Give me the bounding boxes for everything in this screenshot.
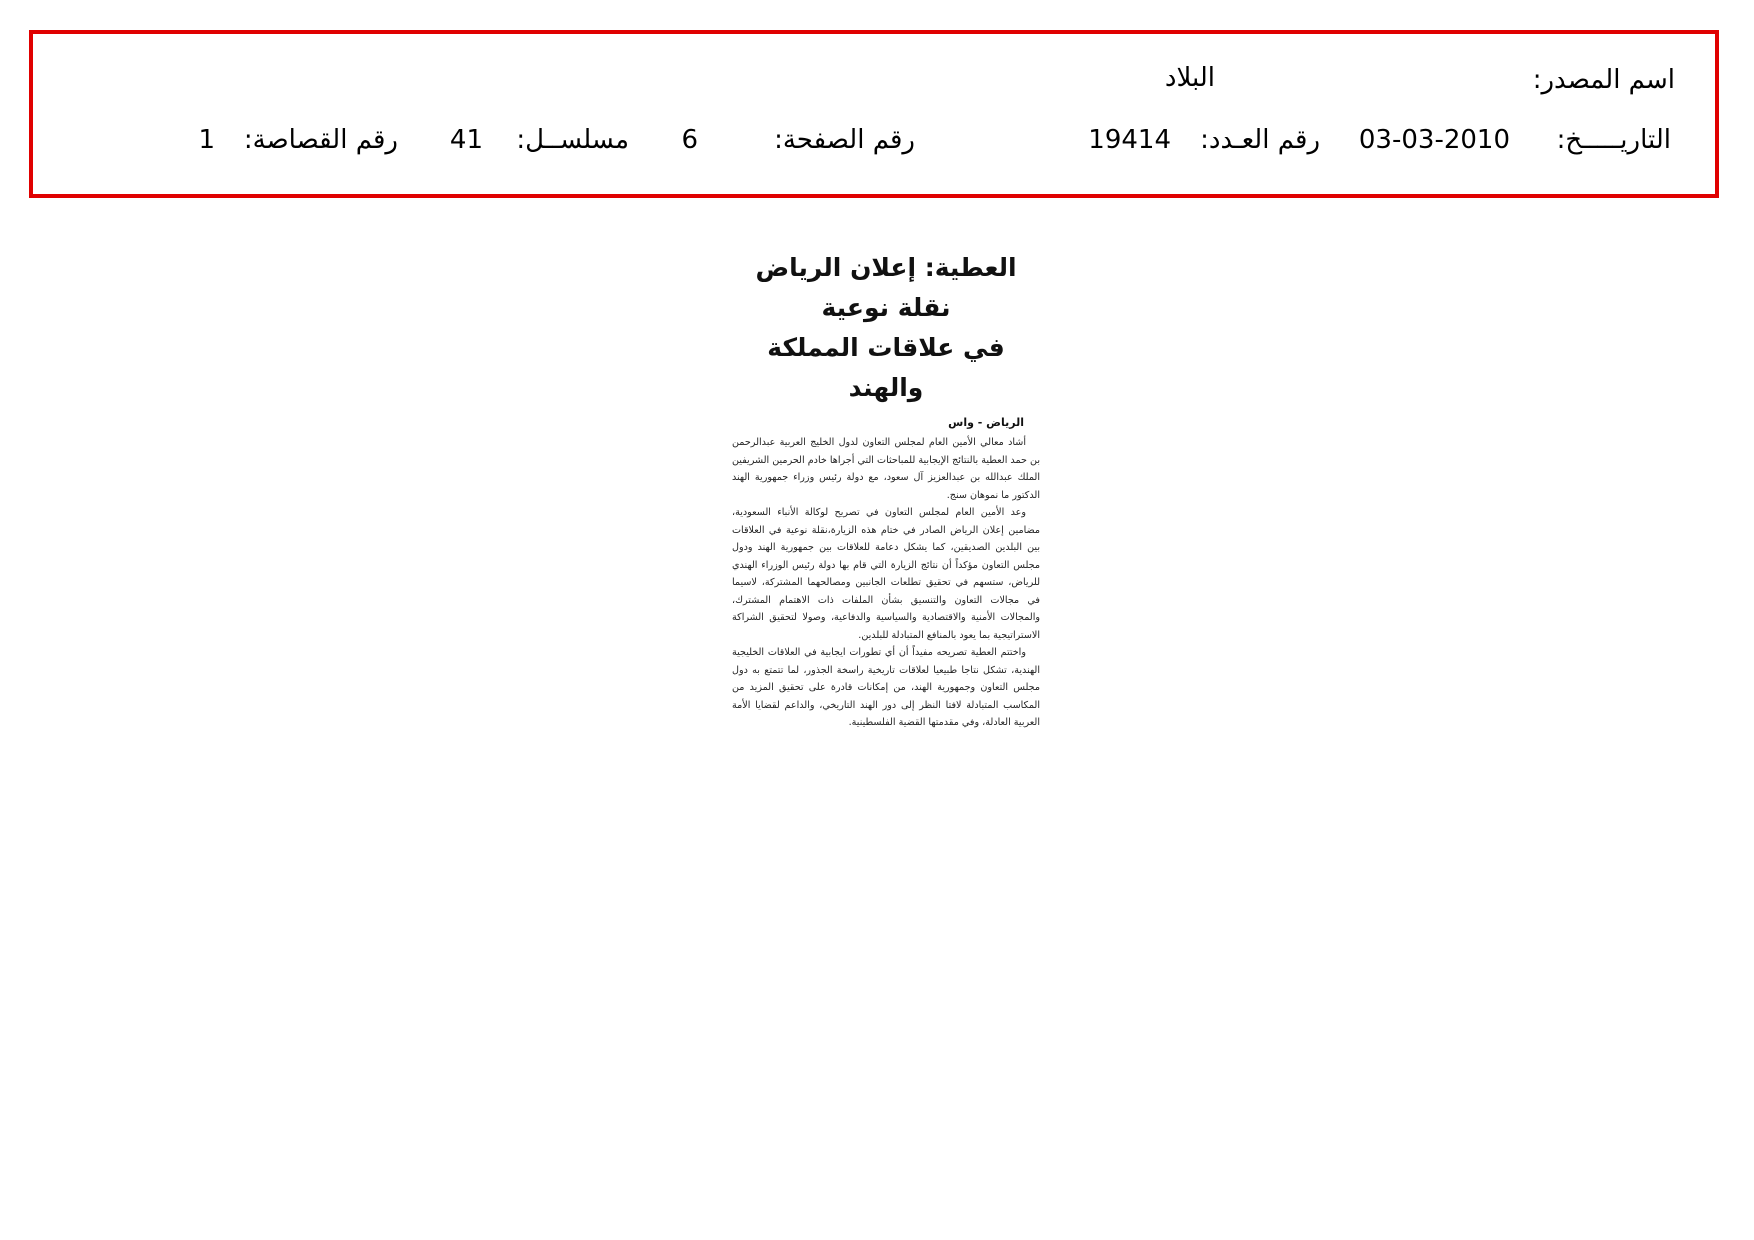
article-paragraph: وعد الأمين العام لمجلس التعاون في تصريح لوكالة الأنباء السعودية، مضامين إعلان الرياض الصادر في ختام هذه الزيارة،نقلة نوعية في العلاقات بين البلدين الصديقين، كما يشكل دعامة للعلاقات بين جمهورية الهند ودول مجلس التعاون مؤكداً أن نتائج الزيارة التي قام بها دولة رئيس الوزراء الهندي للرياض، ستسهم في تحقيق تطلعات الجانبين ومصالحهما المشتركة، لاسيما في مجالات التعاون والتنسيق بشأن الملفات ذات الاهتمام المشترك، والمجالات الأمنية والاقتصادية والسياسية والدفاعية، وصولا لتحقيق الشراكة الاستراتيجية بما يعود بالمنافع المتبادلة للبلدين.: [732, 507, 1040, 641]
header-frame: [29, 30, 1719, 198]
serial-value: 41: [449, 125, 483, 155]
headline-line-1: العطية: إعلان الرياض نقلة نوعية: [755, 253, 1017, 322]
date-label: التاريـــــخ:: [1556, 125, 1671, 155]
news-clipping: [732, 248, 1040, 728]
article-paragraph: واختتم العطية تصريحه مفيداً أن أي تطورات ايجابية في العلاقات الخليجية الهندية، تشكل نتاجا طبيعيا لعلاقات تاريخية راسخة الجذور، لما تتمتع به دول مجلس التعاون وجمهورية الهند، من إمكانات قادرة على تحقيق المزيد من المكاسب المتبادلة لافتا النظر إلى دور الهند التاريخي، والداعم لقضايا الأمة العربية العادلة، وفي مقدمتها القضية الفلسطينية.: [732, 647, 1040, 728]
issue-value: 19414: [1088, 125, 1171, 155]
clipping-label: رقم القصاصة:: [243, 125, 398, 155]
headline-line-2: في علاقات المملكة والهند: [767, 333, 1005, 402]
article-dateline: الرياض - واس: [948, 416, 1024, 429]
clipping-value: 1: [198, 125, 215, 155]
source-value: البلاد: [1164, 63, 1215, 93]
article-paragraph: أشاد معالي الأمين العام لمجلس التعاون لدول الخليج العربية عبدالرحمن بن حمد العطية بالنتائج الإيجابية للمباحثات التي أجراها خادم الحرمين الشريفين الملك عبدالله بن عبدالعزيز آل سعود، مع دولة رئيس وزراء جمهورية الهند الدكتور ما نموهان سنج.: [732, 437, 1040, 501]
page-label: رقم الصفحة:: [774, 125, 915, 155]
page-value: 6: [681, 125, 698, 155]
serial-label: مسلســل:: [516, 125, 629, 155]
date-value: 03-03-2010: [1358, 125, 1510, 155]
source-label: اسم المصدر:: [1532, 65, 1675, 95]
issue-label: رقم العـدد:: [1200, 125, 1320, 155]
